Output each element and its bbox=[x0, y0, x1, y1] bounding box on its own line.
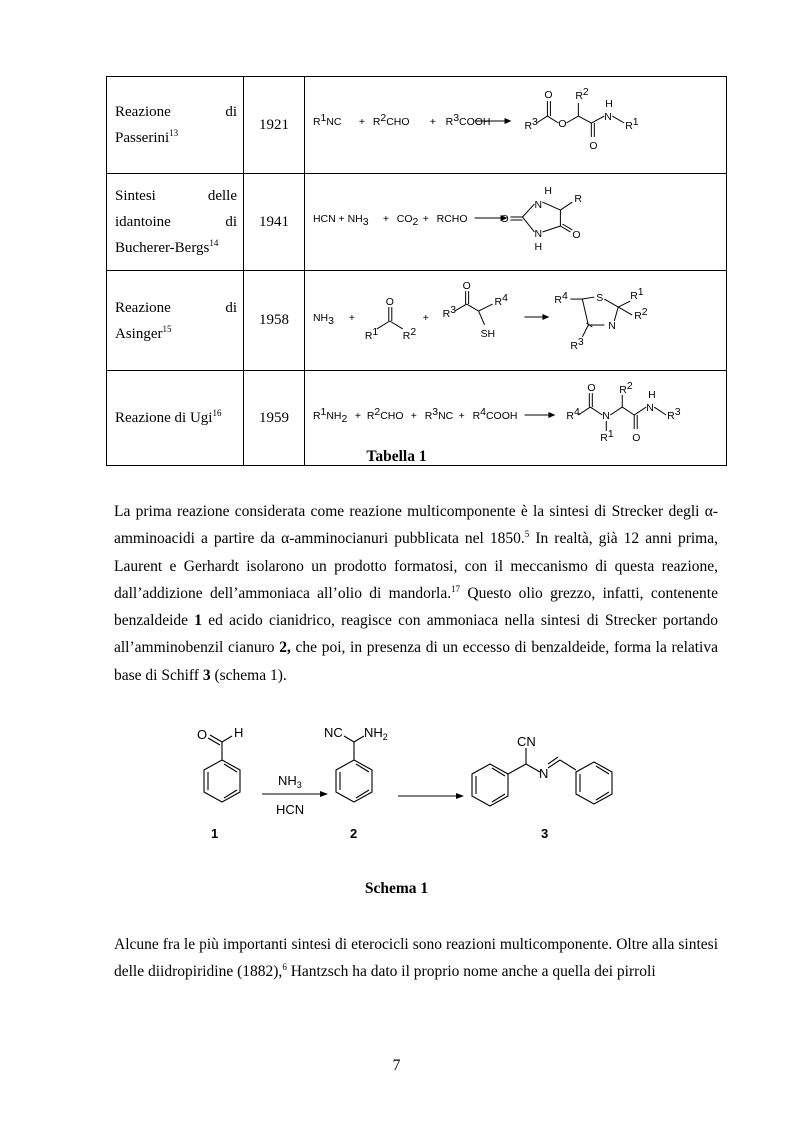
svg-text:R2: R2 bbox=[634, 307, 648, 323]
svg-text:RCHO: RCHO bbox=[436, 214, 468, 225]
svg-text:R3: R3 bbox=[570, 336, 584, 352]
svg-text:R3: R3 bbox=[524, 117, 538, 132]
svg-text:N: N bbox=[539, 766, 549, 781]
svg-text:H: H bbox=[648, 390, 656, 402]
svg-text:+: + bbox=[422, 312, 429, 324]
name-word: di bbox=[225, 299, 237, 316]
compound-number: 1 bbox=[194, 612, 203, 630]
svg-text:N: N bbox=[534, 228, 543, 240]
svg-text:O: O bbox=[632, 432, 641, 444]
name-word: Reazione di Ugi bbox=[115, 410, 213, 426]
compound-label: 3 bbox=[541, 826, 549, 841]
svg-text:CN: CN bbox=[517, 734, 536, 749]
svg-text:+: + bbox=[422, 214, 429, 225]
table-row bbox=[107, 77, 727, 174]
body-paragraph: Alcune fra le più importanti sintesi di eterocicli sono reazioni multicomponente. Oltre alla sintesi delle diidropiridine (1882),$^6$ Hantzsch ha dato il proprio nome anche a quella dei pirroli bbox=[114, 936, 718, 981]
name-word: Sintesi bbox=[115, 188, 156, 204]
svg-text:R1: R1 bbox=[625, 117, 639, 132]
name-word: delle bbox=[207, 188, 237, 204]
reaction-arrow bbox=[262, 791, 328, 797]
thioketone-structure bbox=[455, 291, 493, 325]
svg-text:S: S bbox=[596, 293, 604, 305]
reference-number: 14 bbox=[209, 238, 219, 248]
svg-text:R3: R3 bbox=[667, 407, 681, 422]
svg-text:O: O bbox=[385, 297, 394, 309]
svg-text:R4: R4 bbox=[494, 293, 508, 309]
svg-text:O: O bbox=[500, 214, 509, 225]
svg-text:+: + bbox=[348, 312, 356, 324]
svg-text:O: O bbox=[587, 383, 596, 395]
reaction-scheme-cell bbox=[305, 77, 727, 174]
reaction-name-cell bbox=[107, 77, 244, 174]
svg-text:O: O bbox=[462, 281, 471, 293]
svg-text:R3: R3 bbox=[442, 305, 457, 321]
svg-text:NH2: $NH_2$ bbox=[364, 725, 388, 742]
svg-text:R2CHO: R2CHO bbox=[366, 407, 404, 422]
svg-text:+: + bbox=[358, 117, 365, 128]
svg-text:R: R bbox=[574, 194, 582, 206]
reaction-name-cell bbox=[107, 174, 244, 271]
year-cell: 1959 bbox=[244, 371, 305, 466]
svg-text:H: H bbox=[234, 725, 244, 740]
svg-text:R1NC: R1NC bbox=[312, 113, 342, 128]
svg-text:N: N bbox=[608, 320, 616, 332]
svg-text:N: N bbox=[646, 403, 654, 415]
svg-text:R1: R1 bbox=[600, 428, 614, 444]
table-row bbox=[107, 174, 727, 271]
compound-label: 2 bbox=[350, 826, 358, 841]
svg-text:R2: R2 bbox=[575, 87, 589, 103]
svg-text:HCN + NH3: HCN + NH3 bbox=[312, 214, 369, 228]
year-cell: 1941 bbox=[244, 174, 305, 271]
svg-text:+: + bbox=[429, 117, 436, 128]
svg-text:O: O bbox=[197, 727, 208, 742]
asinger-reaction-scheme bbox=[305, 277, 726, 364]
ugi-reaction-scheme bbox=[305, 377, 726, 459]
svg-text:R1NH2: R1NH2 bbox=[312, 407, 348, 425]
name-word: Bucherer-Bergs bbox=[115, 240, 210, 256]
svg-text:NH3: $NH_3$ bbox=[278, 773, 302, 790]
ketone-structure bbox=[377, 307, 403, 329]
scheme-caption: Schema 1 bbox=[364, 880, 429, 897]
reaction-table bbox=[106, 76, 727, 466]
year-cell: 1958 bbox=[244, 271, 305, 371]
table-caption: Tabella 1 bbox=[366, 448, 427, 465]
svg-text:R1: R1 bbox=[364, 326, 379, 342]
svg-text:H: H bbox=[544, 186, 552, 198]
svg-text:HCN: HCN bbox=[276, 802, 305, 817]
compound-number: 2, bbox=[279, 639, 291, 657]
reference-number: 13 bbox=[169, 128, 179, 138]
svg-text:R4COOH: R4COOH bbox=[472, 407, 518, 422]
svg-text:O: O bbox=[558, 118, 567, 130]
compound-number: 3 bbox=[202, 666, 211, 684]
reaction-arrow bbox=[524, 314, 549, 320]
bucherer-bergs-reaction-scheme bbox=[305, 180, 726, 264]
benzaldehyde-structure bbox=[204, 735, 240, 802]
svg-text:NC: NC bbox=[324, 725, 343, 740]
svg-text:NH3: NH3 bbox=[312, 312, 334, 327]
reference-number: 16 bbox=[212, 408, 222, 418]
reference-number: 5 bbox=[524, 529, 530, 540]
svg-text:N: N bbox=[602, 410, 610, 422]
svg-text:+: + bbox=[382, 214, 389, 225]
name-word: Reazione bbox=[115, 104, 171, 120]
name-word: Passerini bbox=[115, 130, 170, 146]
reaction-name-cell bbox=[107, 271, 244, 371]
svg-text:R1: R1 bbox=[630, 287, 644, 303]
name-word: di bbox=[225, 214, 237, 230]
svg-text:+: + bbox=[458, 410, 465, 422]
reference-number: 15 bbox=[162, 323, 172, 334]
svg-text:CO2: CO2 bbox=[396, 214, 419, 228]
body-paragraph: La prima reazione considerata come reazione multicomponente è la sintesi di Strecker degli α-amminoacidi a partire da α-amminocianuri pubblicata nel 1850.$^5$ In realtà, già 12 anni prima, Laurent e Gerhardt isolarono un prodotto formatosi, con il meccanismo di questa reazione, dall’addizione dell’ammoniaca all’olio di mandorla.$^{17}$ Questo olio grezzo, infatti, contenente benzaldeide 1 ed acido cianidrico, reagisce con ammoniaca nella sintesi di Strecker portando all’amminobenzil cianuro 2, che poi, in presenza di un eccesso di benzaldeide, forma la relativa base di Schiff 3 (schema 1). bbox=[114, 503, 719, 684]
name-word: idantoine bbox=[115, 214, 171, 230]
svg-text:N: N bbox=[534, 200, 543, 212]
svg-text:+: + bbox=[410, 410, 417, 422]
passerini-reaction-scheme bbox=[305, 83, 726, 167]
compound-label: 1 bbox=[211, 826, 219, 841]
svg-text:+: + bbox=[354, 410, 362, 422]
svg-text:SH: SH bbox=[480, 328, 496, 340]
svg-text:O: O bbox=[572, 229, 581, 241]
svg-text:O: O bbox=[544, 90, 553, 102]
svg-text:R4: R4 bbox=[554, 291, 568, 307]
aminobenzyl-cyanide-structure bbox=[336, 736, 372, 802]
name-word: di bbox=[225, 104, 237, 120]
strecker-scheme-1 bbox=[180, 712, 650, 852]
svg-text:R2: R2 bbox=[619, 381, 633, 397]
svg-text:R3COOH: R3COOH bbox=[445, 113, 491, 128]
reference-number: 6 bbox=[282, 962, 287, 973]
reaction-arrow bbox=[398, 793, 464, 799]
svg-text:H: H bbox=[534, 241, 543, 253]
reaction-scheme-cell bbox=[305, 271, 727, 371]
svg-text:R4: R4 bbox=[566, 407, 580, 422]
table-row bbox=[107, 271, 727, 371]
page-number: 7 bbox=[392, 1057, 401, 1074]
name-word: Reazione bbox=[115, 299, 171, 316]
svg-text:O: O bbox=[589, 140, 598, 152]
svg-text:N: N bbox=[604, 112, 612, 124]
reaction-scheme-cell bbox=[305, 174, 727, 271]
reference-number: 17 bbox=[451, 583, 461, 594]
reaction-arrow bbox=[524, 412, 555, 418]
name-word: Asinger bbox=[115, 325, 163, 342]
svg-text:R2CHO: R2CHO bbox=[372, 113, 410, 128]
svg-text:R3NC: R3NC bbox=[424, 407, 454, 422]
year-cell: 1921 bbox=[244, 77, 305, 174]
svg-text:R2: R2 bbox=[402, 326, 417, 342]
svg-text:H: H bbox=[605, 99, 613, 111]
